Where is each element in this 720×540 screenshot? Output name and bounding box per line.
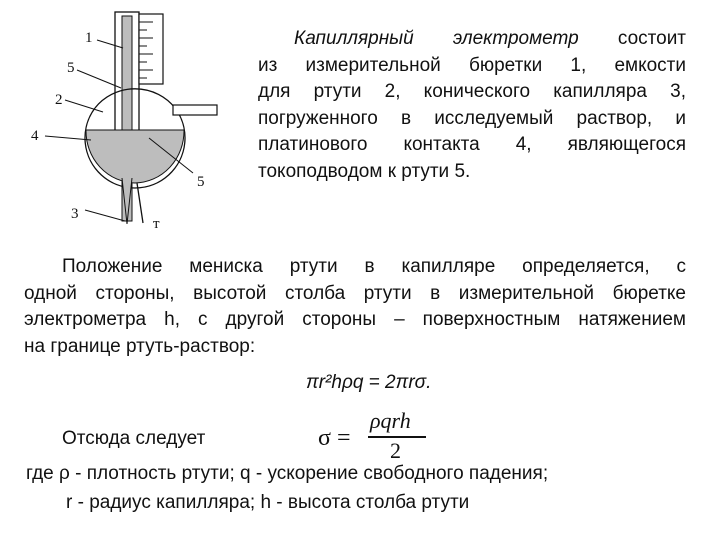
- label-2: 2: [55, 92, 63, 108]
- label-4: 4: [31, 128, 39, 144]
- burette-scale: [139, 14, 163, 84]
- label-1: 1: [85, 30, 93, 46]
- body-line4: на границе ртуть-раствор:: [24, 335, 256, 357]
- intro-line5: платинового контакта 4, являющегося: [258, 134, 686, 155]
- intro-line2: из измерительной бюретки 1, емкости: [258, 54, 686, 76]
- electrometer-diagram: [25, 8, 255, 233]
- term-electrometer: Капиллярный электрометр: [294, 28, 579, 49]
- intro-paragraph: [258, 26, 686, 185]
- platinum-contact: [137, 183, 143, 223]
- formula-equilibrium: πr²hρq = 2πrσ.: [306, 372, 432, 393]
- body-line2: одной стороны, высотой столба ртути в измерительной бюретке: [24, 282, 686, 304]
- label-5-right: 5: [197, 174, 205, 190]
- formula-surface-tension: [318, 408, 438, 466]
- body-paragraph: [24, 254, 686, 360]
- label-3: 3: [71, 206, 79, 222]
- formula-numerator: ρqrh: [370, 408, 411, 433]
- intro-line3: для ртути 2, конического капилляра 3,: [258, 81, 686, 102]
- formula-lhs: σ =: [318, 425, 351, 451]
- intro-line1-rest: состоит: [617, 28, 687, 49]
- where-line1: где ρ - плотность ртути; q - ускорение свободного падения;: [26, 463, 549, 484]
- intro-line6: токоподводом к ртути 5.: [258, 160, 471, 182]
- intro-line4: погруженного в исследуемый раствор, и: [258, 107, 686, 129]
- formula-denominator: 2: [390, 438, 401, 463]
- body-line3: электрометра h, с другой стороны – поверхностным натяжением: [24, 309, 686, 330]
- label-t: т: [153, 216, 160, 232]
- label-5-top: 5: [67, 60, 75, 76]
- hence-text: Отсюда следует: [62, 428, 206, 449]
- where-line2: r - радиус капилляра; h - высота столба ртути: [66, 492, 470, 513]
- side-arm: [173, 105, 217, 115]
- body-line1: Положение мениска ртути в капилляре определяется, с: [62, 256, 686, 277]
